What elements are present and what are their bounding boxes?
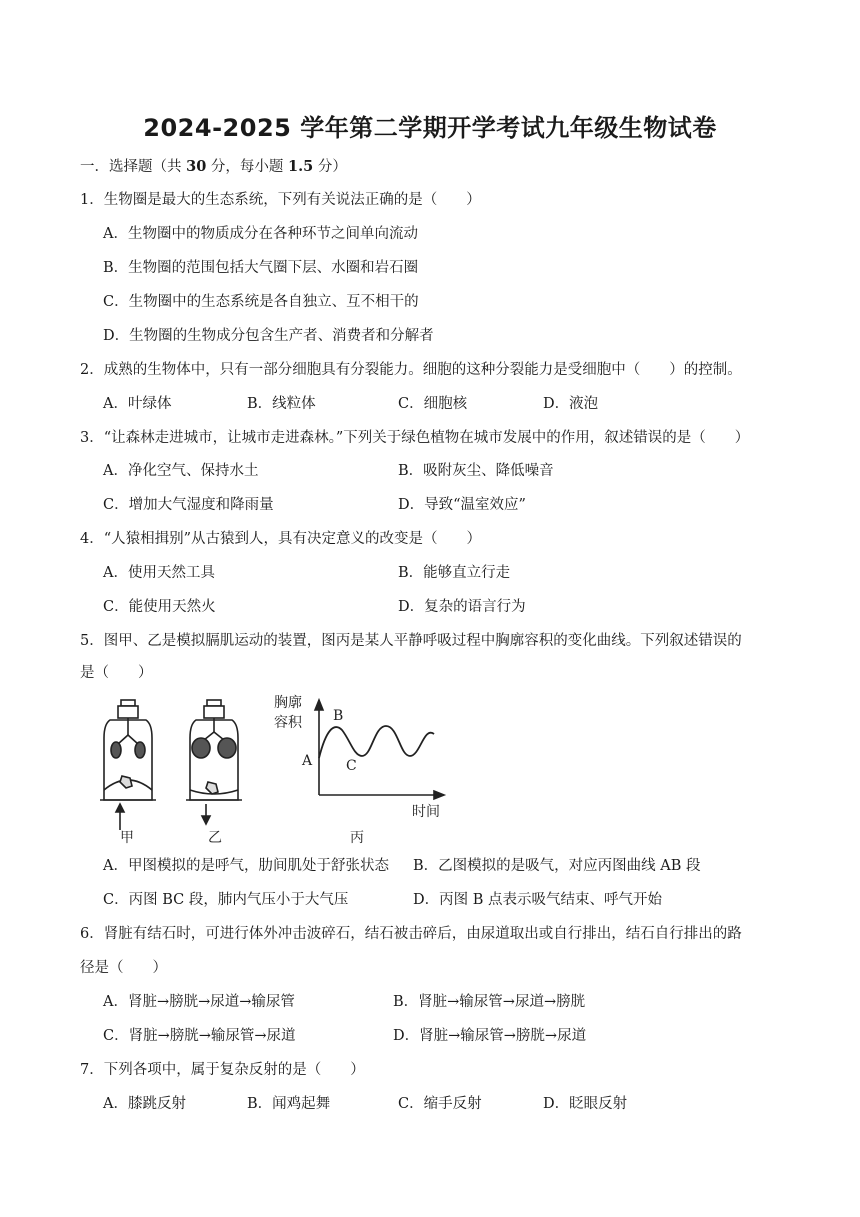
question-6-stem-line-1: 6．肾脏有结石时，可进行体外冲击波碎石，结石被击碎后，由尿道取出或自行排出，结石自行排出的路 bbox=[80, 926, 742, 942]
question-6-option-a: A．肾脏→膀胱→尿道→输尿管 bbox=[103, 994, 295, 1010]
question-2-option-b: B．线粒体 bbox=[247, 396, 316, 412]
graph-point-c: C bbox=[346, 758, 357, 774]
graph-point-a: A bbox=[302, 753, 313, 769]
question-6-stem-line-2: 径是（ ） bbox=[80, 960, 167, 976]
question-7-option-c: C．缩手反射 bbox=[398, 1096, 482, 1112]
question-4-option-c: C．能使用天然火 bbox=[103, 599, 216, 615]
breathing-figure bbox=[100, 690, 460, 850]
question-6-option-d: D．肾脏→输尿管→膀胱→尿道 bbox=[393, 1028, 587, 1044]
figure-label-bing: 丙 bbox=[350, 830, 364, 846]
question-3-option-b: B．吸附灰尘、降低噪音 bbox=[398, 463, 554, 479]
question-4-stem: 4．“人猿相揖别”从古猿到人，具有决定意义的改变是（ ） bbox=[80, 531, 482, 547]
graph-point-b: B bbox=[333, 708, 344, 724]
volume-curve bbox=[319, 726, 434, 758]
question-5-option-d: D．丙图 B 点表示吸气结束、呼气开始 bbox=[413, 892, 662, 908]
graph-y-label-line-2: 容积 bbox=[274, 715, 302, 731]
question-1-option-d: D．生物圈的生物成分包含生产者、消费者和分解者 bbox=[103, 328, 434, 344]
page-title: 2024-2025 学年第二学期开学考试九年级生物试卷 bbox=[143, 114, 717, 142]
question-2-option-c: C．细胞核 bbox=[398, 396, 468, 412]
question-1-option-c: C．生物圈中的生态系统是各自独立、互不相干的 bbox=[103, 294, 419, 310]
question-3-option-a: A．净化空气、保持水土 bbox=[103, 463, 259, 479]
question-1-stem: 1．生物圈是最大的生态系统，下列有关说法正确的是（ ） bbox=[80, 192, 481, 208]
question-5-stem-line-1: 5．图甲、乙是模拟膈肌运动的装置，图丙是某人平静呼吸过程中胸廓容积的变化曲线。下列叙述错误的 bbox=[80, 633, 742, 649]
question-6-option-b: B．肾脏→输尿管→尿道→膀胱 bbox=[393, 994, 586, 1010]
bell-jar-yi bbox=[186, 700, 242, 824]
question-4-option-b: B．能够直立行走 bbox=[398, 565, 511, 581]
question-5-option-a: A．甲图模拟的是呼气，肋间肌处于舒张状态 bbox=[103, 858, 389, 874]
figure-label-jia: 甲 bbox=[120, 830, 134, 846]
question-4-option-a: A．使用天然工具 bbox=[103, 565, 215, 581]
question-7-option-d: D．眨眼反射 bbox=[543, 1096, 628, 1112]
question-1-option-b: B．生物圈的范围包括大气圈下层、水圈和岩石圈 bbox=[103, 260, 419, 276]
question-5-option-c: C．丙图 BC 段，肺内气压小于大气压 bbox=[103, 892, 349, 908]
x-axis-arrow bbox=[434, 791, 444, 799]
question-7-stem: 7．下列各项中，属于复杂反射的是（ ） bbox=[80, 1062, 365, 1078]
graph-y-label-line-1: 胸廓 bbox=[274, 695, 302, 711]
figure-label-yi: 乙 bbox=[208, 830, 222, 846]
section-heading: 一．选择题（共 30 分，每小题 1.5 分） bbox=[80, 158, 347, 175]
question-2-option-a: A．叶绿体 bbox=[103, 396, 172, 412]
question-5-stem-line-2: 是（ ） bbox=[80, 665, 153, 681]
question-6-option-c: C．肾脏→膀胱→输尿管→尿道 bbox=[103, 1028, 296, 1044]
question-1-option-a: A．生物圈中的物质成分在各种环节之间单向流动 bbox=[103, 226, 418, 242]
question-4-option-d: D．复杂的语言行为 bbox=[398, 599, 526, 615]
graph-x-label: 时间 bbox=[412, 804, 440, 820]
question-5-option-b: B．乙图模拟的是吸气，对应丙图曲线 AB 段 bbox=[413, 858, 701, 874]
bell-jar-jia bbox=[100, 700, 156, 830]
question-2-stem: 2．成熟的生物体中，只有一部分细胞具有分裂能力。细胞的这种分裂能力是受细胞中（ ）的控制。 bbox=[80, 362, 742, 378]
question-3-option-d: D．导致“温室效应” bbox=[398, 497, 526, 513]
question-7-option-a: A．膝跳反射 bbox=[103, 1096, 186, 1112]
question-3-option-c: C．增加大气湿度和降雨量 bbox=[103, 497, 274, 513]
question-7-option-b: B．闻鸡起舞 bbox=[247, 1096, 331, 1112]
question-2-option-d: D．液泡 bbox=[543, 396, 599, 412]
y-axis-arrow bbox=[315, 700, 323, 710]
question-3-stem: 3．“让森林走进城市，让城市走进森林。”下列关于绿色植物在城市发展中的作用，叙述错误的是（ ） bbox=[80, 430, 750, 446]
breathing-figure-svg bbox=[100, 690, 460, 850]
